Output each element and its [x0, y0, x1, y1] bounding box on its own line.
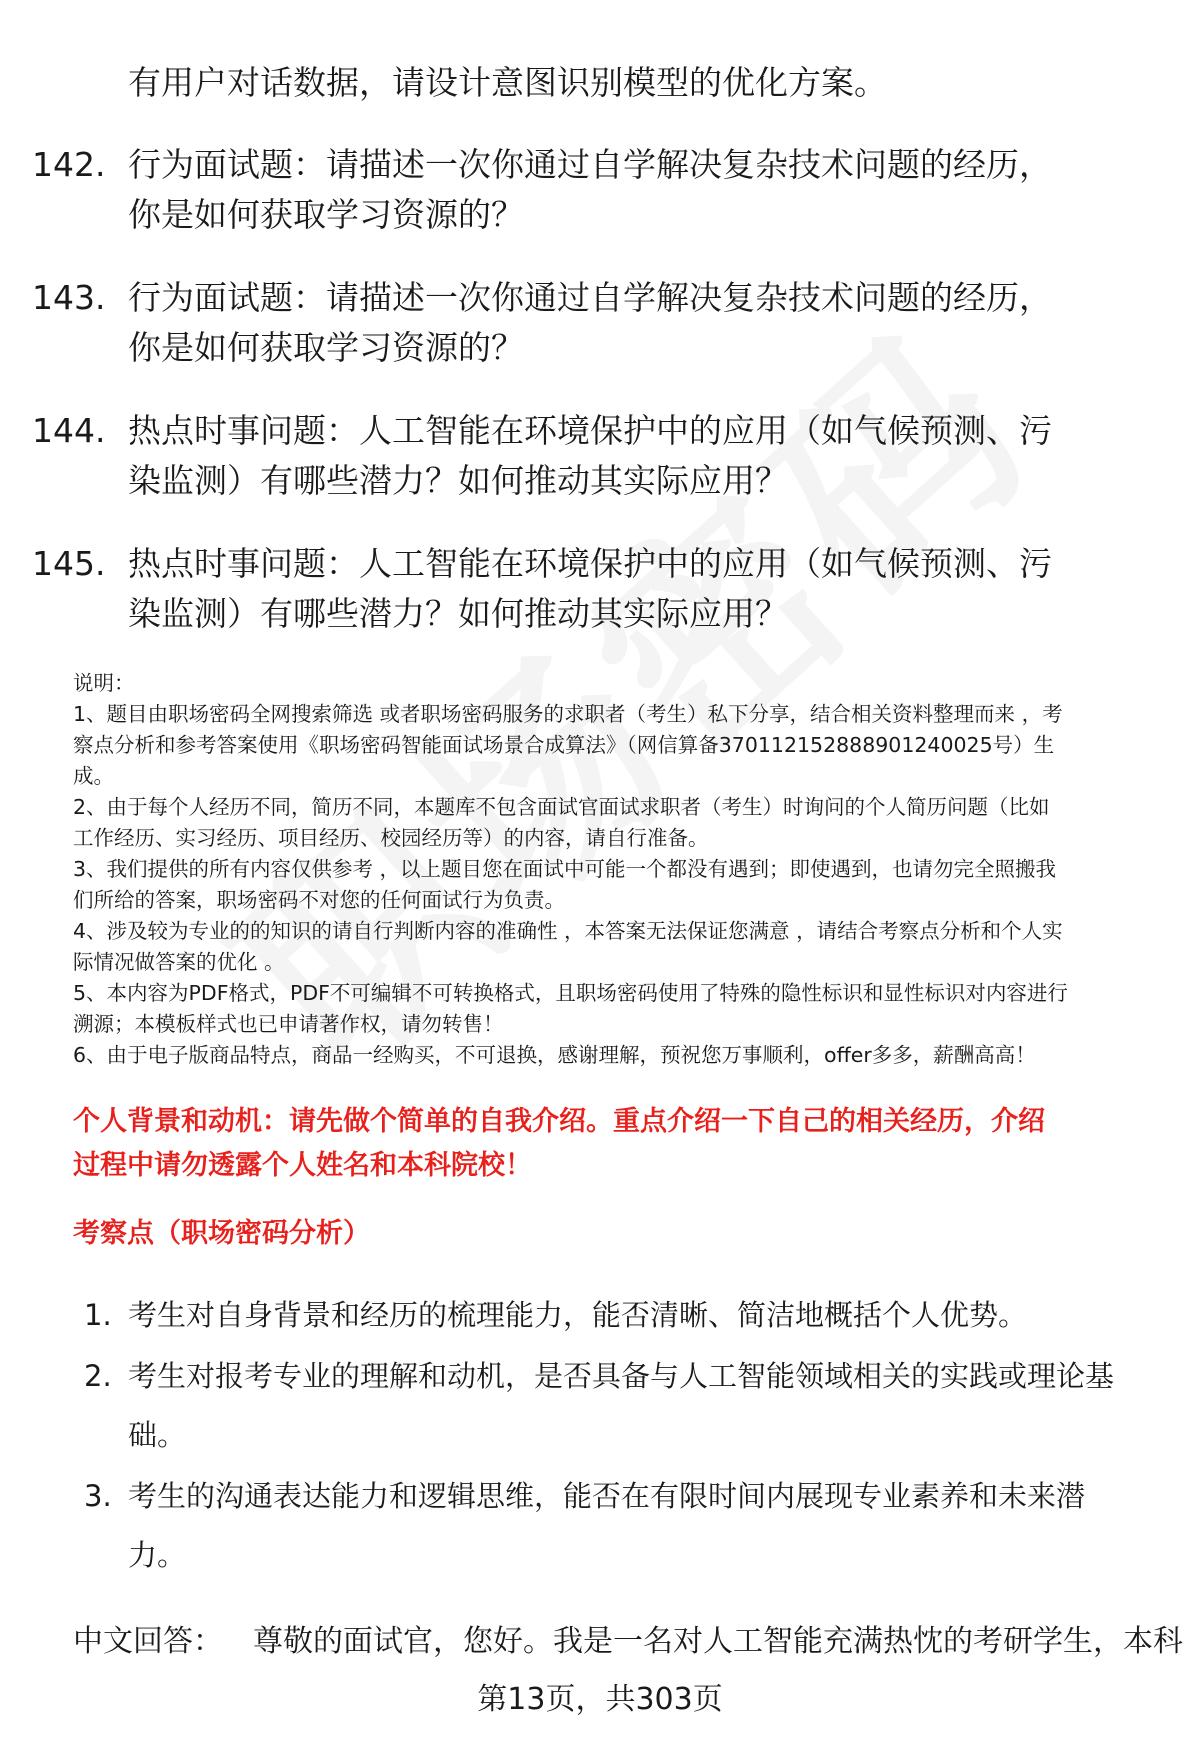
- intro-line: 个人背景和动机：请先做个简单的自我介绍。重点介绍一下自己的相关经历，介绍: [73, 1106, 1045, 1137]
- point-number: 3.: [84, 1479, 112, 1513]
- point-line: 力。: [128, 1538, 187, 1572]
- notes-line: 1、题目由职场密码全网搜索筛选 或者职场密码服务的求职者（考生）私下分享，结合相关资料整理而来 ，考: [73, 702, 1063, 726]
- point-line: 考生的沟通表达能力和逻辑思维，能否在有限时间内展现专业素养和未来潜: [128, 1479, 1086, 1513]
- question-line: 你是如何获取学习资源的？: [128, 328, 524, 367]
- notes-heading: 说明：: [73, 671, 135, 695]
- question-line: 染监测）有哪些潜力？如何推动其实际应用？: [128, 461, 788, 500]
- analysis-heading: 考察点（职场密码分析）: [73, 1218, 370, 1249]
- analysis-points: [84, 1286, 1164, 1587]
- point-number: 1.: [84, 1298, 112, 1332]
- notes-line: 际情况做答案的优化 。: [73, 950, 285, 974]
- notes-line: 3、我们提供的所有内容仅供参考 ，以上题目您在面试中可能一个都没有遇到；即使遇到，也请勿完全照搬我: [73, 857, 1057, 881]
- notes-line: 察点分析和参考答案使用《职场密码智能面试场景合成算法》（网信算备370112152888901240025号）生: [73, 733, 1055, 757]
- page-footer: 第13页，共303页: [477, 1682, 723, 1717]
- question-number: 143.: [32, 278, 106, 317]
- question-item: [32, 539, 1172, 639]
- question-item: [32, 140, 1172, 240]
- question-number: 144.: [32, 411, 106, 450]
- question-line: 行为面试题：请描述一次你通过自学解决复杂技术问题的经历，: [128, 145, 1052, 184]
- notes-line: 成。: [73, 764, 114, 788]
- question-line: 你是如何获取学习资源的？: [128, 195, 524, 234]
- notes-section: [73, 668, 1163, 1071]
- point-line: 考生对报考专业的理解和动机，是否具备与人工智能领域相关的实践或理论基: [128, 1359, 1115, 1393]
- intro-line: 过程中请勿透露个人姓名和本科院校！: [73, 1150, 532, 1181]
- question-line: 行为面试题：请描述一次你通过自学解决复杂技术问题的经历，: [128, 278, 1052, 317]
- question-item: [32, 406, 1172, 506]
- question-number: 142.: [32, 145, 106, 184]
- answer-section: [73, 1618, 1183, 1666]
- analysis-point: [84, 1467, 1164, 1585]
- analysis-point: [84, 1286, 1164, 1345]
- question-line: 热点时事问题：人工智能在环境保护中的应用（如气候预测、污: [128, 411, 1052, 450]
- notes-line: 6、由于电子版商品特点，商品一经购买，不可退换，感谢理解，预祝您万事顺利，offer多多，薪酬高高！: [73, 1043, 1036, 1067]
- analysis-point: [84, 1347, 1164, 1465]
- notes-line: 们所给的答案，职场密码不对您的任何面试行为负责。: [73, 888, 565, 912]
- question-item: [32, 273, 1172, 373]
- question-list: [32, 140, 1172, 672]
- intro-question: [73, 1100, 1163, 1188]
- question-number: 145.: [32, 544, 106, 583]
- point-line: 考生对自身背景和经历的梳理能力，能否清晰、简洁地概括个人优势。: [128, 1298, 1028, 1332]
- notes-line: 工作经历、实习经历、项目经历、校园经历等）的内容，请自行准备。: [73, 826, 709, 850]
- answer-text: 尊敬的面试官，您好。我是一名对人工智能充满热忱的考研学生，本科: [253, 1624, 1183, 1659]
- point-line: 础。: [128, 1418, 187, 1452]
- question-line: 热点时事问题：人工智能在环境保护中的应用（如气候预测、污: [128, 544, 1052, 583]
- notes-line: 5、本内容为PDF格式，PDF不可编辑不可转换格式，且职场密码使用了特殊的隐性标识和显性标识对内容进行: [73, 981, 1068, 1005]
- question-continued-text: 有用户对话数据，请设计意图识别模型的优化方案。: [128, 63, 887, 102]
- answer-label: 中文回答：: [73, 1624, 223, 1659]
- question-line: 染监测）有哪些潜力？如何推动其实际应用？: [128, 594, 788, 633]
- point-number: 2.: [84, 1359, 112, 1393]
- notes-line: 2、由于每个人经历不同，简历不同，本题库不包含面试官面试求职者（考生）时询问的个人简历问题（比如: [73, 795, 1050, 819]
- notes-line: 4、涉及较为专业的的知识的请自行判断内容的准确性 ，本答案无法保证您满意 ，请结合考察点分析和个人实: [73, 919, 1063, 943]
- notes-line: 溯源；本模板样式也已申请著作权，请勿转售！: [73, 1012, 504, 1036]
